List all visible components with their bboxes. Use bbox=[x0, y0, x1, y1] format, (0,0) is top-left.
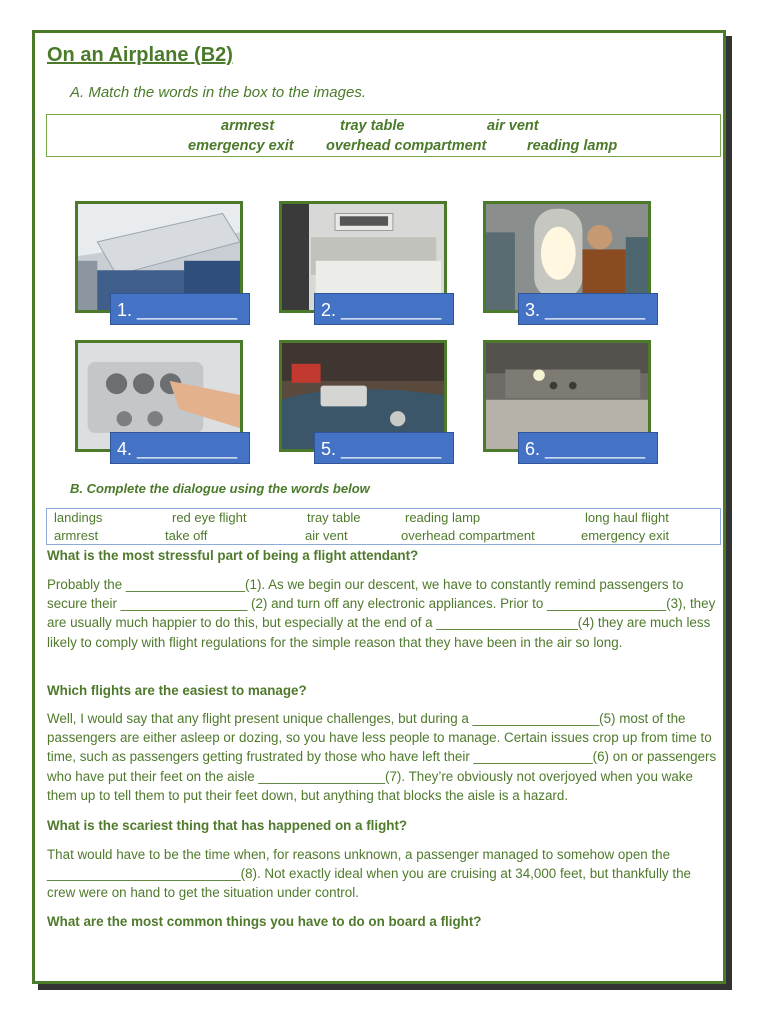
question-1: What is the most stressful part of being a flight attendant? bbox=[47, 548, 419, 563]
answer-1: Probably the ________________(1). As we begin our descent, we have to constantly remind passengers to secure their _________________ (2) and turn off any electronic appliances. Prior to ________________(3), they are usually much happier to do this, but especially at the end of a ___________________(4) they are much less likely to comply with flight regulations for the simple reason that they have been in the air so long. bbox=[47, 577, 716, 650]
section-b-instruction: B. Complete the dialogue using the words below bbox=[70, 481, 370, 496]
image-label-5: 5. __________ bbox=[314, 432, 454, 464]
word-b-long-haul-flight: long haul flight bbox=[585, 510, 669, 525]
answer-3: That would have to be the time when, for reasons unknown, a passenger managed to somehow open the __________________________(8). Not exactly ideal when you are cruising at 34,000 feet, but thankfully the crew were on hand to get the situation under control. bbox=[47, 847, 691, 901]
word-reading-lamp: reading lamp bbox=[527, 138, 618, 154]
image-label-2: 2. __________ bbox=[314, 293, 454, 325]
word-b-overhead-compartment: overhead compartment bbox=[401, 528, 535, 543]
word-overhead-compartment: overhead compartment bbox=[326, 138, 487, 154]
question-3: What is the scariest thing that has happened on a flight? bbox=[47, 818, 408, 833]
word-box-b bbox=[46, 508, 721, 545]
section-a-instruction: A. Match the words in the box to the images. bbox=[70, 84, 366, 101]
word-b-red-eye-flight: red eye flight bbox=[172, 510, 247, 525]
word-b-air-vent: air vent bbox=[305, 528, 348, 543]
word-box-a bbox=[46, 114, 721, 157]
image-label-1: 1. __________ bbox=[110, 293, 250, 325]
word-b-emergency-exit: emergency exit bbox=[581, 528, 670, 543]
word-b-reading-lamp: reading lamp bbox=[405, 510, 481, 525]
question-2: Which flights are the easiest to manage? bbox=[47, 683, 307, 698]
image-label-3: 3. __________ bbox=[518, 293, 658, 325]
word-b-armrest: armrest bbox=[54, 528, 99, 543]
image-label-6: 6. __________ bbox=[518, 432, 658, 464]
word-emergency-exit: emergency exit bbox=[188, 138, 294, 154]
image-label-4: 4. __________ bbox=[110, 432, 250, 464]
word-b-landings: landings bbox=[54, 510, 103, 525]
word-tray-table: tray table bbox=[340, 118, 405, 134]
word-armrest: armrest bbox=[221, 118, 275, 134]
worksheet-frame bbox=[32, 30, 726, 984]
page-title: On an Airplane (B2) bbox=[47, 44, 233, 66]
question-4: What are the most common things you have to do on board a flight? bbox=[47, 914, 482, 929]
word-b-tray-table: tray table bbox=[307, 510, 361, 525]
answer-2: Well, I would say that any flight present unique challenges, but during a _________________(5) most of the passengers are either asleep or dozing, so you have less people to manage. Certain issues crop up from time to time, such as passengers getting frustrated by those who have left their ________________(6) on or passengers who have put their feet on the aisle _________________(7). They’re obviously not overjoyed when you wake them up to tell them to put their feet down, but anything that blocks the aisle is a hazard. bbox=[47, 711, 717, 803]
word-b-take-off: take off bbox=[165, 528, 208, 543]
word-air-vent: air vent bbox=[487, 118, 539, 134]
